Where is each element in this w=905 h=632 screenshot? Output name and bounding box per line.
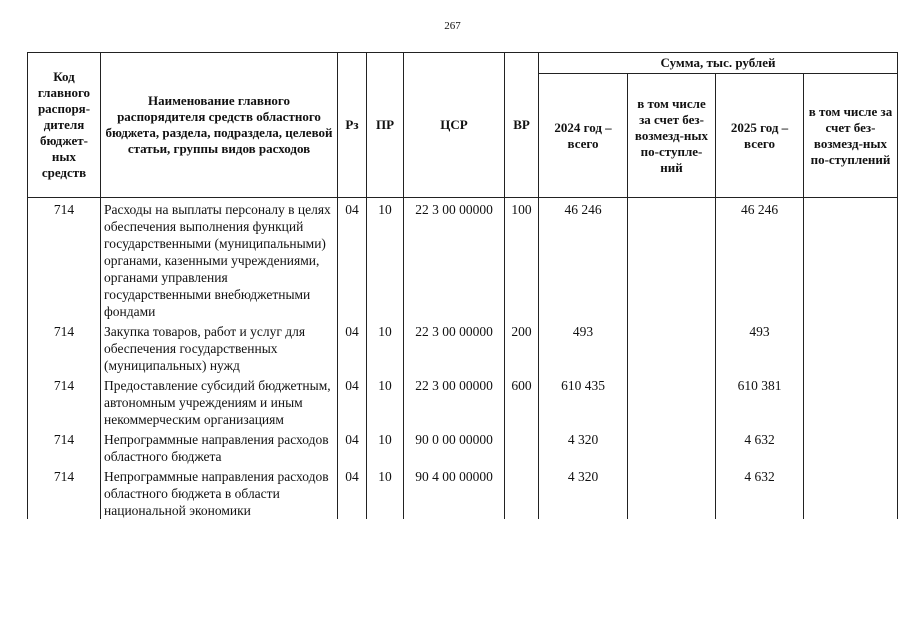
header-rz: Рз	[338, 53, 367, 198]
table-row	[28, 198, 898, 321]
cell-vr	[505, 465, 539, 519]
table-row	[28, 428, 898, 465]
cell-csr: 22 3 00 00000	[404, 320, 505, 374]
cell-2024-free	[628, 198, 716, 321]
cell-pr: 10	[367, 465, 404, 519]
cell-2025-free	[804, 465, 898, 519]
cell-2025-total: 46 246	[716, 198, 804, 321]
cell-rz: 04	[338, 465, 367, 519]
header-pr: ПР	[367, 53, 404, 198]
cell-csr: 90 0 00 00000	[404, 428, 505, 465]
cell-rz: 04	[338, 198, 367, 321]
cell-2024-total: 4 320	[539, 465, 628, 519]
cell-2025-free	[804, 428, 898, 465]
table-header	[28, 53, 898, 198]
header-2025-free: в том числе за счет без-возмезд-ных по-ступлений	[804, 74, 898, 198]
cell-rz: 04	[338, 428, 367, 465]
budget-table	[27, 52, 898, 519]
cell-pr: 10	[367, 374, 404, 428]
cell-2025-total: 610 381	[716, 374, 804, 428]
cell-2024-total: 610 435	[539, 374, 628, 428]
cell-name: Закупка товаров, работ и услуг для обеспечения государственных (муниципальных) нужд	[101, 320, 338, 374]
header-code: Код главного распоря-дителя бюджет-ных средств	[28, 53, 101, 198]
table-row	[28, 320, 898, 374]
cell-2025-total: 4 632	[716, 428, 804, 465]
cell-2024-free	[628, 428, 716, 465]
cell-name: Расходы на выплаты персоналу в целях обеспечения выполнения функций государственными (муниципальными) органами, казенными учреждениями, органами управления государственными внебюджетными фондами	[101, 198, 338, 321]
cell-name: Непрограммные направления расходов областного бюджета в области национальной экономики	[101, 465, 338, 519]
cell-rz: 04	[338, 374, 367, 428]
page-number: 267	[444, 20, 461, 32]
cell-2025-total: 493	[716, 320, 804, 374]
cell-csr: 22 3 00 00000	[404, 374, 505, 428]
cell-2025-free	[804, 198, 898, 321]
cell-2024-free	[628, 374, 716, 428]
header-name: Наименование главного распорядителя средств областного бюджета, раздела, подраздела, целевой статьи, группы видов расходов	[101, 53, 338, 198]
cell-rz: 04	[338, 320, 367, 374]
cell-name: Непрограммные направления расходов областного бюджета	[101, 428, 338, 465]
cell-code: 714	[28, 374, 101, 428]
header-sum: Сумма, тыс. рублей	[539, 53, 898, 74]
cell-2024-total: 46 246	[539, 198, 628, 321]
cell-code: 714	[28, 198, 101, 321]
table-row	[28, 465, 898, 519]
cell-pr: 10	[367, 320, 404, 374]
cell-code: 714	[28, 465, 101, 519]
cell-code: 714	[28, 428, 101, 465]
cell-pr: 10	[367, 198, 404, 321]
cell-2025-free	[804, 320, 898, 374]
header-2024-total: 2024 год – всего	[539, 74, 628, 198]
cell-2025-total: 4 632	[716, 465, 804, 519]
cell-2025-free	[804, 374, 898, 428]
cell-vr: 100	[505, 198, 539, 321]
header-2025-total: 2025 год – всего	[716, 74, 804, 198]
cell-2024-free	[628, 320, 716, 374]
table-body	[28, 198, 898, 520]
cell-pr: 10	[367, 428, 404, 465]
header-vr: ВР	[505, 53, 539, 198]
cell-2024-total: 4 320	[539, 428, 628, 465]
cell-vr	[505, 428, 539, 465]
cell-2024-free	[628, 465, 716, 519]
cell-csr: 22 3 00 00000	[404, 198, 505, 321]
cell-name: Предоставление субсидий бюджетным, автономным учреждениям и иным некоммерческим организациям	[101, 374, 338, 428]
cell-code: 714	[28, 320, 101, 374]
header-csr: ЦСР	[404, 53, 505, 198]
table-row	[28, 374, 898, 428]
cell-csr: 90 4 00 00000	[404, 465, 505, 519]
cell-vr: 200	[505, 320, 539, 374]
header-2024-free: в том числе за счет без-возмезд-ных по-ступле-ний	[628, 74, 716, 198]
cell-2024-total: 493	[539, 320, 628, 374]
cell-vr: 600	[505, 374, 539, 428]
